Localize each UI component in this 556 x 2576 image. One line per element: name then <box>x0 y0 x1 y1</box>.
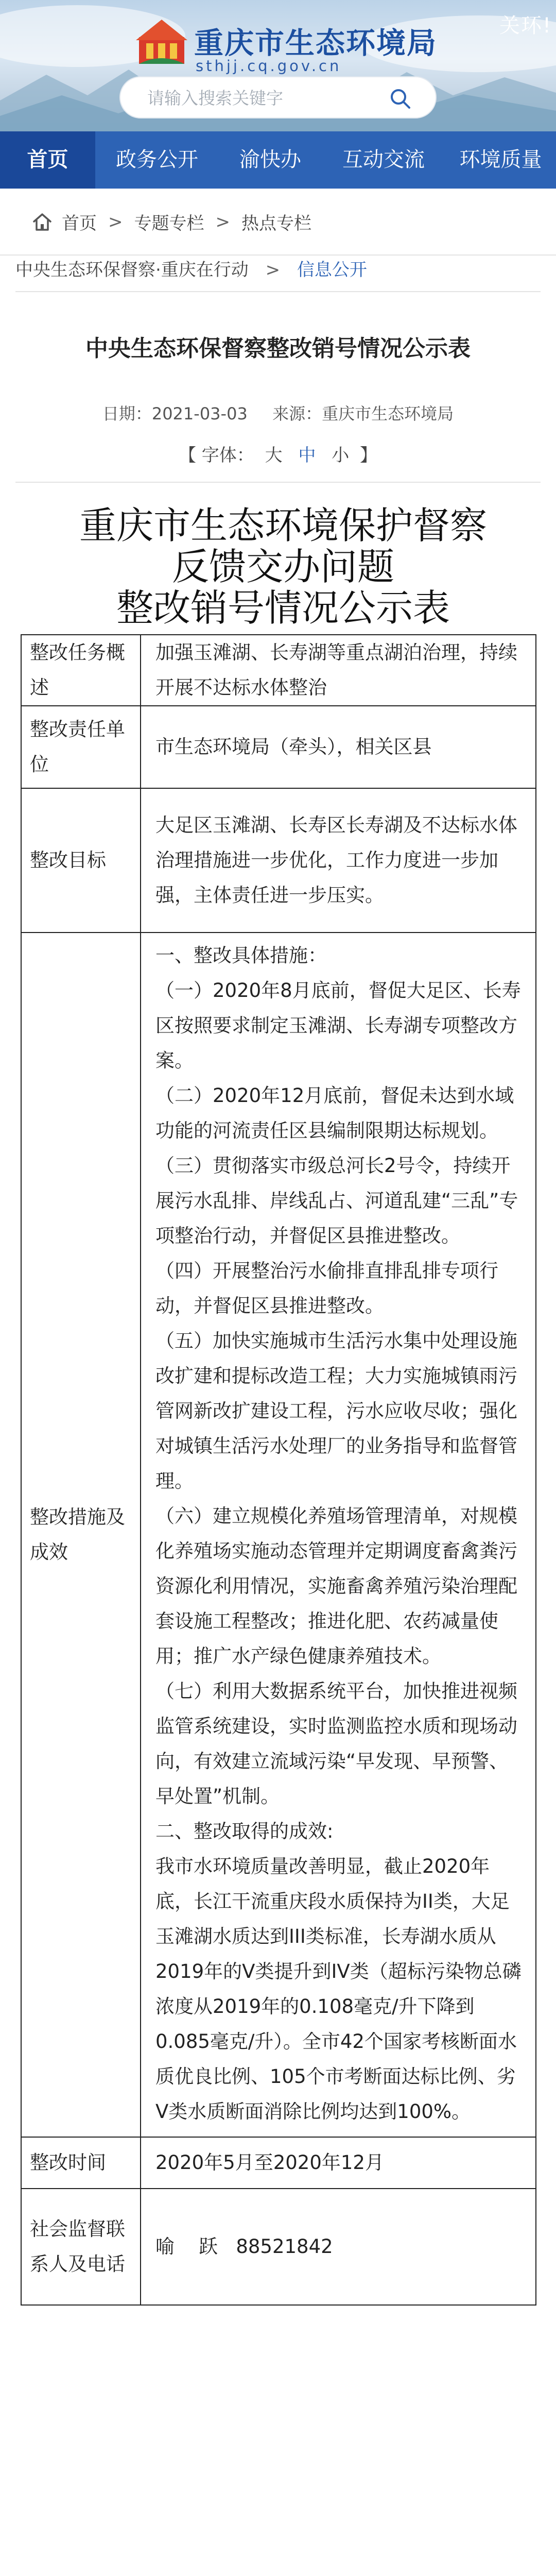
table-row <box>21 2189 536 2305</box>
table-row <box>21 2137 536 2189</box>
doc-heading-line: 重庆市生态环境保护督察 <box>79 504 487 547</box>
article-meta <box>0 401 556 425</box>
breadcrumb-item-special-topics[interactable]: 专题专栏 <box>134 213 204 234</box>
font-size-label: 【 字体： <box>178 445 254 466</box>
row-value: 市生态环境局（牵头），相关区县 <box>141 706 536 788</box>
nav-item-yukuaiban[interactable]: 渝快办 <box>239 148 301 172</box>
font-size-close: 】 <box>360 445 378 466</box>
measure-paragraph: 二、整改取得的成效: <box>155 1820 334 1842</box>
date-label: 日期： <box>102 404 152 423</box>
nav-item-environment-quality[interactable]: 环境质量 <box>459 148 542 172</box>
search-box <box>119 76 437 118</box>
measure-paragraph: （七）利用大数据系统平台，加快推进视频监管系统建设，实时监测监控水质和现场动向，有效建立流域污染“早发现、早预警、早处置”机制。 <box>155 1680 517 1807</box>
breadcrumb-home[interactable]: 首页 <box>62 213 97 234</box>
font-size-large-button[interactable]: 大 <box>265 445 283 466</box>
article-title: 中央生态环保督察整改销号情况公示表 <box>85 335 471 362</box>
divider <box>15 291 541 292</box>
article-source: 重庆市生态环境局 <box>322 404 454 423</box>
measure-paragraph: （二）2020年12月底前，督促未达到水域功能的河流责任区县编制限期达标规划。 <box>155 1084 514 1142</box>
search-input[interactable] <box>147 84 374 111</box>
home-icon <box>32 212 53 232</box>
emblem-icon <box>135 16 188 68</box>
site-logo[interactable] <box>135 14 437 75</box>
measure-paragraph: （六）建立规模化养殖场管理清单，对规模化养殖场实施动态管理并定期调度畜禽粪污资源化利用情况，实施畜禽养殖污染治理配套设施工程整改；推进化肥、农药减量使用；推广水产绿色健康养殖技术。 <box>155 1505 517 1667</box>
breadcrumb-line-2 <box>0 256 556 287</box>
breadcrumb-line-1 <box>32 209 311 234</box>
doc-heading-line: 反馈交办问题 <box>171 545 394 588</box>
row-label: 整改责任单位 <box>21 706 141 788</box>
divider <box>15 482 541 483</box>
site-domain: sthjj.cq.gov.cn <box>196 57 342 75</box>
doc-heading <box>31 505 535 629</box>
measure-paragraph: （四）开展整治污水偷排直排乱排专项行动，并督促区县推进整改。 <box>155 1260 498 1317</box>
top-right-link[interactable]: 关环! <box>499 14 552 38</box>
row-value: 喻 跃 88521842 <box>141 2189 536 2305</box>
row-value: 大足区玉滩湖、长寿区长寿湖及不达标水体治理措施进一步优化，工作力度进一步加强，主体责任进一步压实。 <box>141 788 536 933</box>
nav-item-government-affairs[interactable]: 政务公开 <box>116 148 198 172</box>
article-date: 2021-03-03 <box>151 404 248 423</box>
measure-paragraph: （五）加快实施城市生活污水集中处理设施改扩建和提标改造工程；大力实施城镇雨污管网新改扩建设工程，污水应收尽收；强化对城镇生活污水处理厂的业务指导和监督管理。 <box>155 1330 517 1492</box>
table-row <box>21 706 536 788</box>
rectification-table <box>21 634 536 2306</box>
row-label: 整改措施及成效 <box>21 933 141 2137</box>
measures-cell <box>141 933 536 2137</box>
row-label: 整改目标 <box>21 788 141 933</box>
measure-paragraph: 我市水环境质量改善明显，截止2020年底，长江干流重庆段水质保持为II类，大足玉滩湖水质达到III类标准，长寿湖水质从2019年的V类提升到IV类（超标污染物总磷浓度从2019年的0.108毫克/升下降到0.085毫克/升）。全市42个国家考核断面水质优良比例、105个市考断面达标比例、劣V类水质断面消除比例均达到100%。 <box>155 1855 522 2123</box>
row-label: 社会监督联系人及电话 <box>21 2189 141 2305</box>
measure-paragraph: （一）2020年8月底前，督促大足区、长寿区按照要求制定玉滩湖、长寿湖专项整改方案。 <box>155 979 521 1072</box>
measure-paragraph: （三）贯彻落实市级总河长2号令，持续开展污水乱排、岸线乱占、河道乱建“三乱”专项整治行动，并督促区县推进整改。 <box>155 1155 518 1247</box>
font-size-small-button[interactable]: 小 <box>332 445 350 466</box>
row-value: 加强玉滩湖、长寿湖等重点湖泊治理，持续开展不达标水体整治 <box>141 635 536 706</box>
site-title: 重庆市生态环境局 <box>194 26 437 60</box>
main-nav <box>0 131 556 189</box>
breadcrumb-item-inspection[interactable]: 中央生态环保督察·重庆在行动 <box>15 260 249 280</box>
source-label: 来源： <box>272 404 322 423</box>
nav-item-home[interactable]: 首页 <box>0 131 95 189</box>
breadcrumb <box>0 189 556 256</box>
table-row <box>21 933 536 2137</box>
breadcrumb-separator: > <box>215 211 230 232</box>
table-row <box>21 788 536 933</box>
row-label: 整改任务概述 <box>21 635 141 706</box>
breadcrumb-current[interactable]: 信息公开 <box>297 260 367 280</box>
measure-paragraph: 一、整改具体措施： <box>155 944 327 967</box>
row-value: 2020年5月至2020年12月 <box>141 2137 536 2189</box>
font-size-medium-button[interactable]: 中 <box>298 445 316 466</box>
doc-heading-line: 整改销号情况公示表 <box>116 586 450 630</box>
breadcrumb-item-hot-topics[interactable]: 热点专栏 <box>241 213 311 234</box>
breadcrumb-separator: > <box>265 260 281 280</box>
row-label: 整改时间 <box>21 2137 141 2189</box>
header-banner <box>0 0 556 131</box>
nav-item-interaction[interactable]: 互动交流 <box>342 148 425 172</box>
breadcrumb-separator: > <box>108 211 123 232</box>
font-size-switcher <box>0 441 556 466</box>
table-row <box>21 635 536 706</box>
search-icon[interactable] <box>389 88 411 109</box>
